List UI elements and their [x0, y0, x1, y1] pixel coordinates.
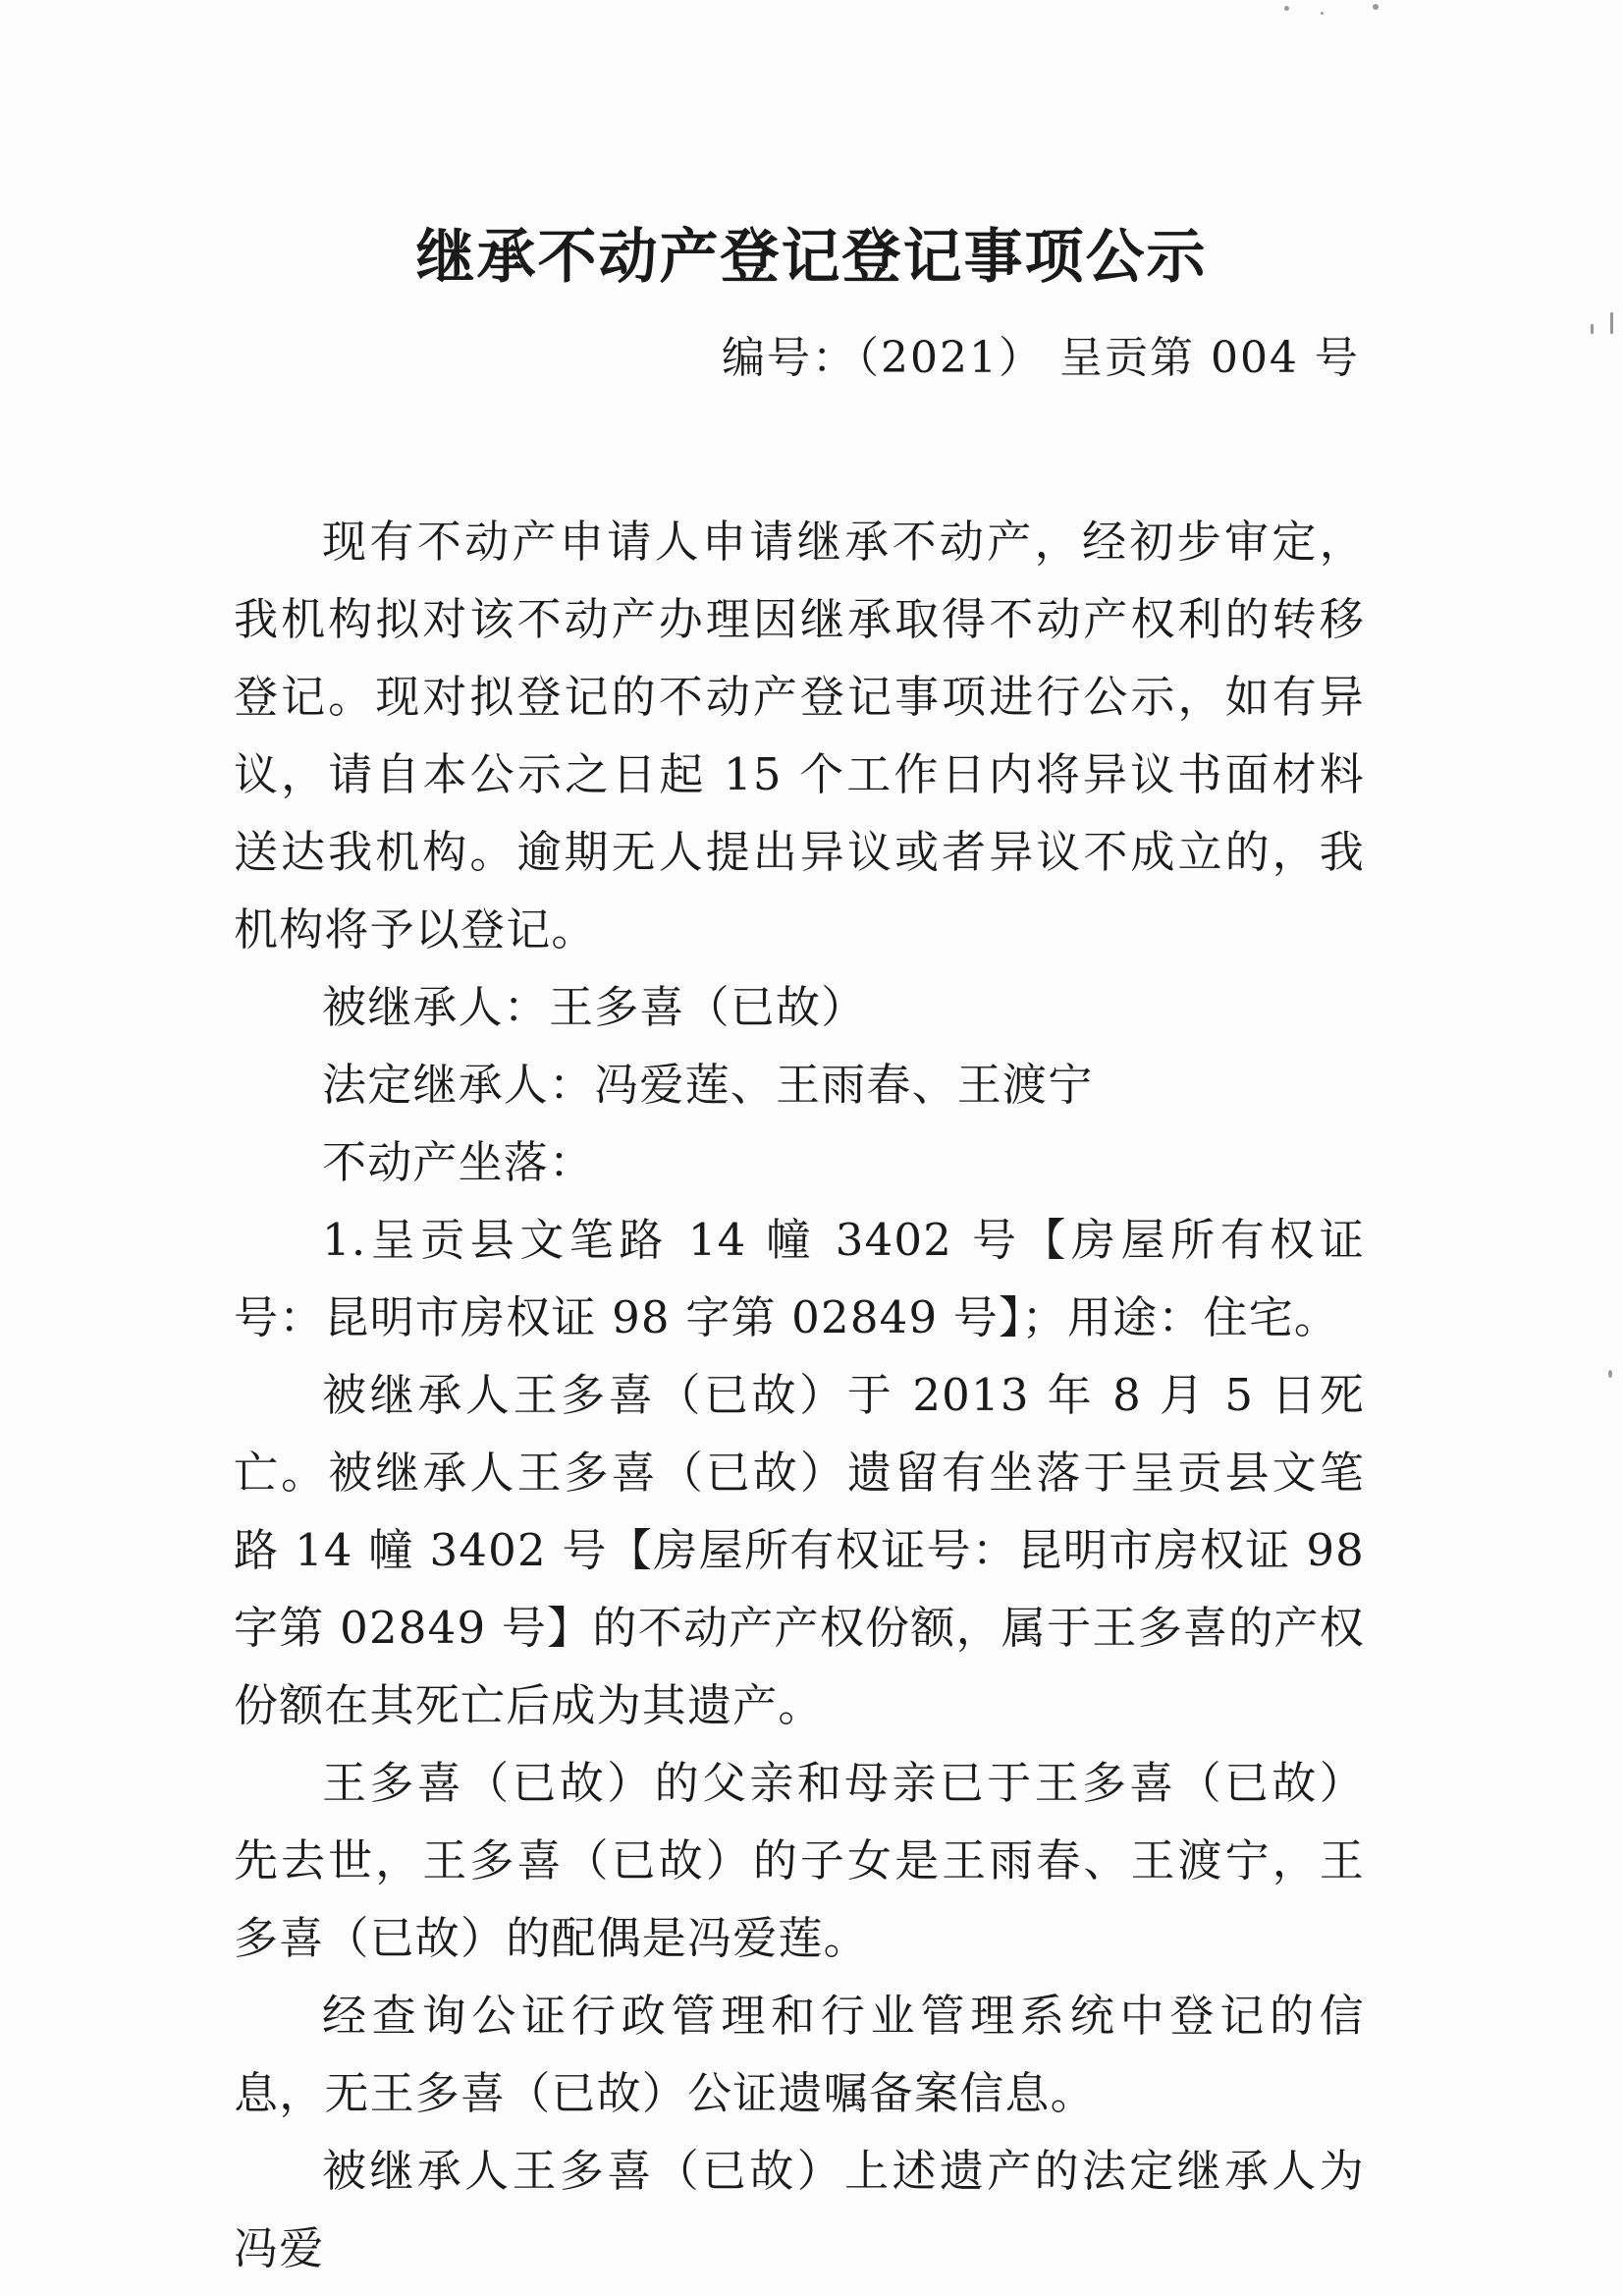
scan-speck [1321, 12, 1324, 15]
scan-speck [1608, 1370, 1612, 1378]
document-number: 编号：（2021） 呈贡第 004 号 [722, 333, 1360, 383]
scan-speck [1284, 6, 1289, 11]
scan-speck [1373, 4, 1379, 10]
paragraph-family: 王多喜（已故）的父亲和母亲已于王多喜（已故）先去世，王多喜（已故）的子女是王雨春、王渡宁，王多喜（已故）的配偶是冯爱莲。 [234, 1757, 1365, 1964]
scan-speck [1591, 324, 1594, 334]
paragraph-location-heading: 不动产坐落： [322, 1136, 595, 1188]
scan-speck [1610, 312, 1613, 334]
document-title: 继承不动产登记登记事项公示 [415, 223, 1208, 292]
paragraph-heirs: 法定继承人：冯爱莲、王雨春、王渡宁 [322, 1059, 1094, 1111]
paragraph-death: 被继承人王多喜（已故）于 2013 年 8 月 5 日死亡。被继承人王多喜（已故）遗留有坐落于呈贡县文笔路 14 幢 3402 号【房屋所有权证号：昆明市房权证 98 字第 02849 号】的不动产产权份额，属于王多喜的产权份额在其死亡后成为其遗产。 [234, 1369, 1365, 1731]
paragraph-notary: 经查询公证行政管理和行业管理系统中登记的信息，无王多喜（已故）公证遗嘱备案信息。 [234, 1990, 1365, 2119]
paragraph-decedent: 被继承人：王多喜（已故） [322, 981, 867, 1033]
document-body [234, 503, 1365, 2287]
paragraph-conclusion: 被继承人王多喜（已故）上述遗产的法定继承人为冯爱 [234, 2145, 1365, 2274]
paragraph-location-item: 1.呈贡县文笔路 14 幢 3402 号【房屋所有权证号：昆明市房权证 98 字第 02849 号】；用途：住宅。 [234, 1214, 1365, 1343]
paragraph-intro: 现有不动产申请人申请继承不动产，经初步审定，我机构拟对该不动产办理因继承取得不动产权利的转移登记。现对拟登记的不动产登记事项进行公示，如有异议，请自本公示之日起 15 个工作日内将异议书面材料送达我机构。逾期无人提出异议或者异议不成立的，我机构将予以登记。 [234, 516, 1365, 956]
